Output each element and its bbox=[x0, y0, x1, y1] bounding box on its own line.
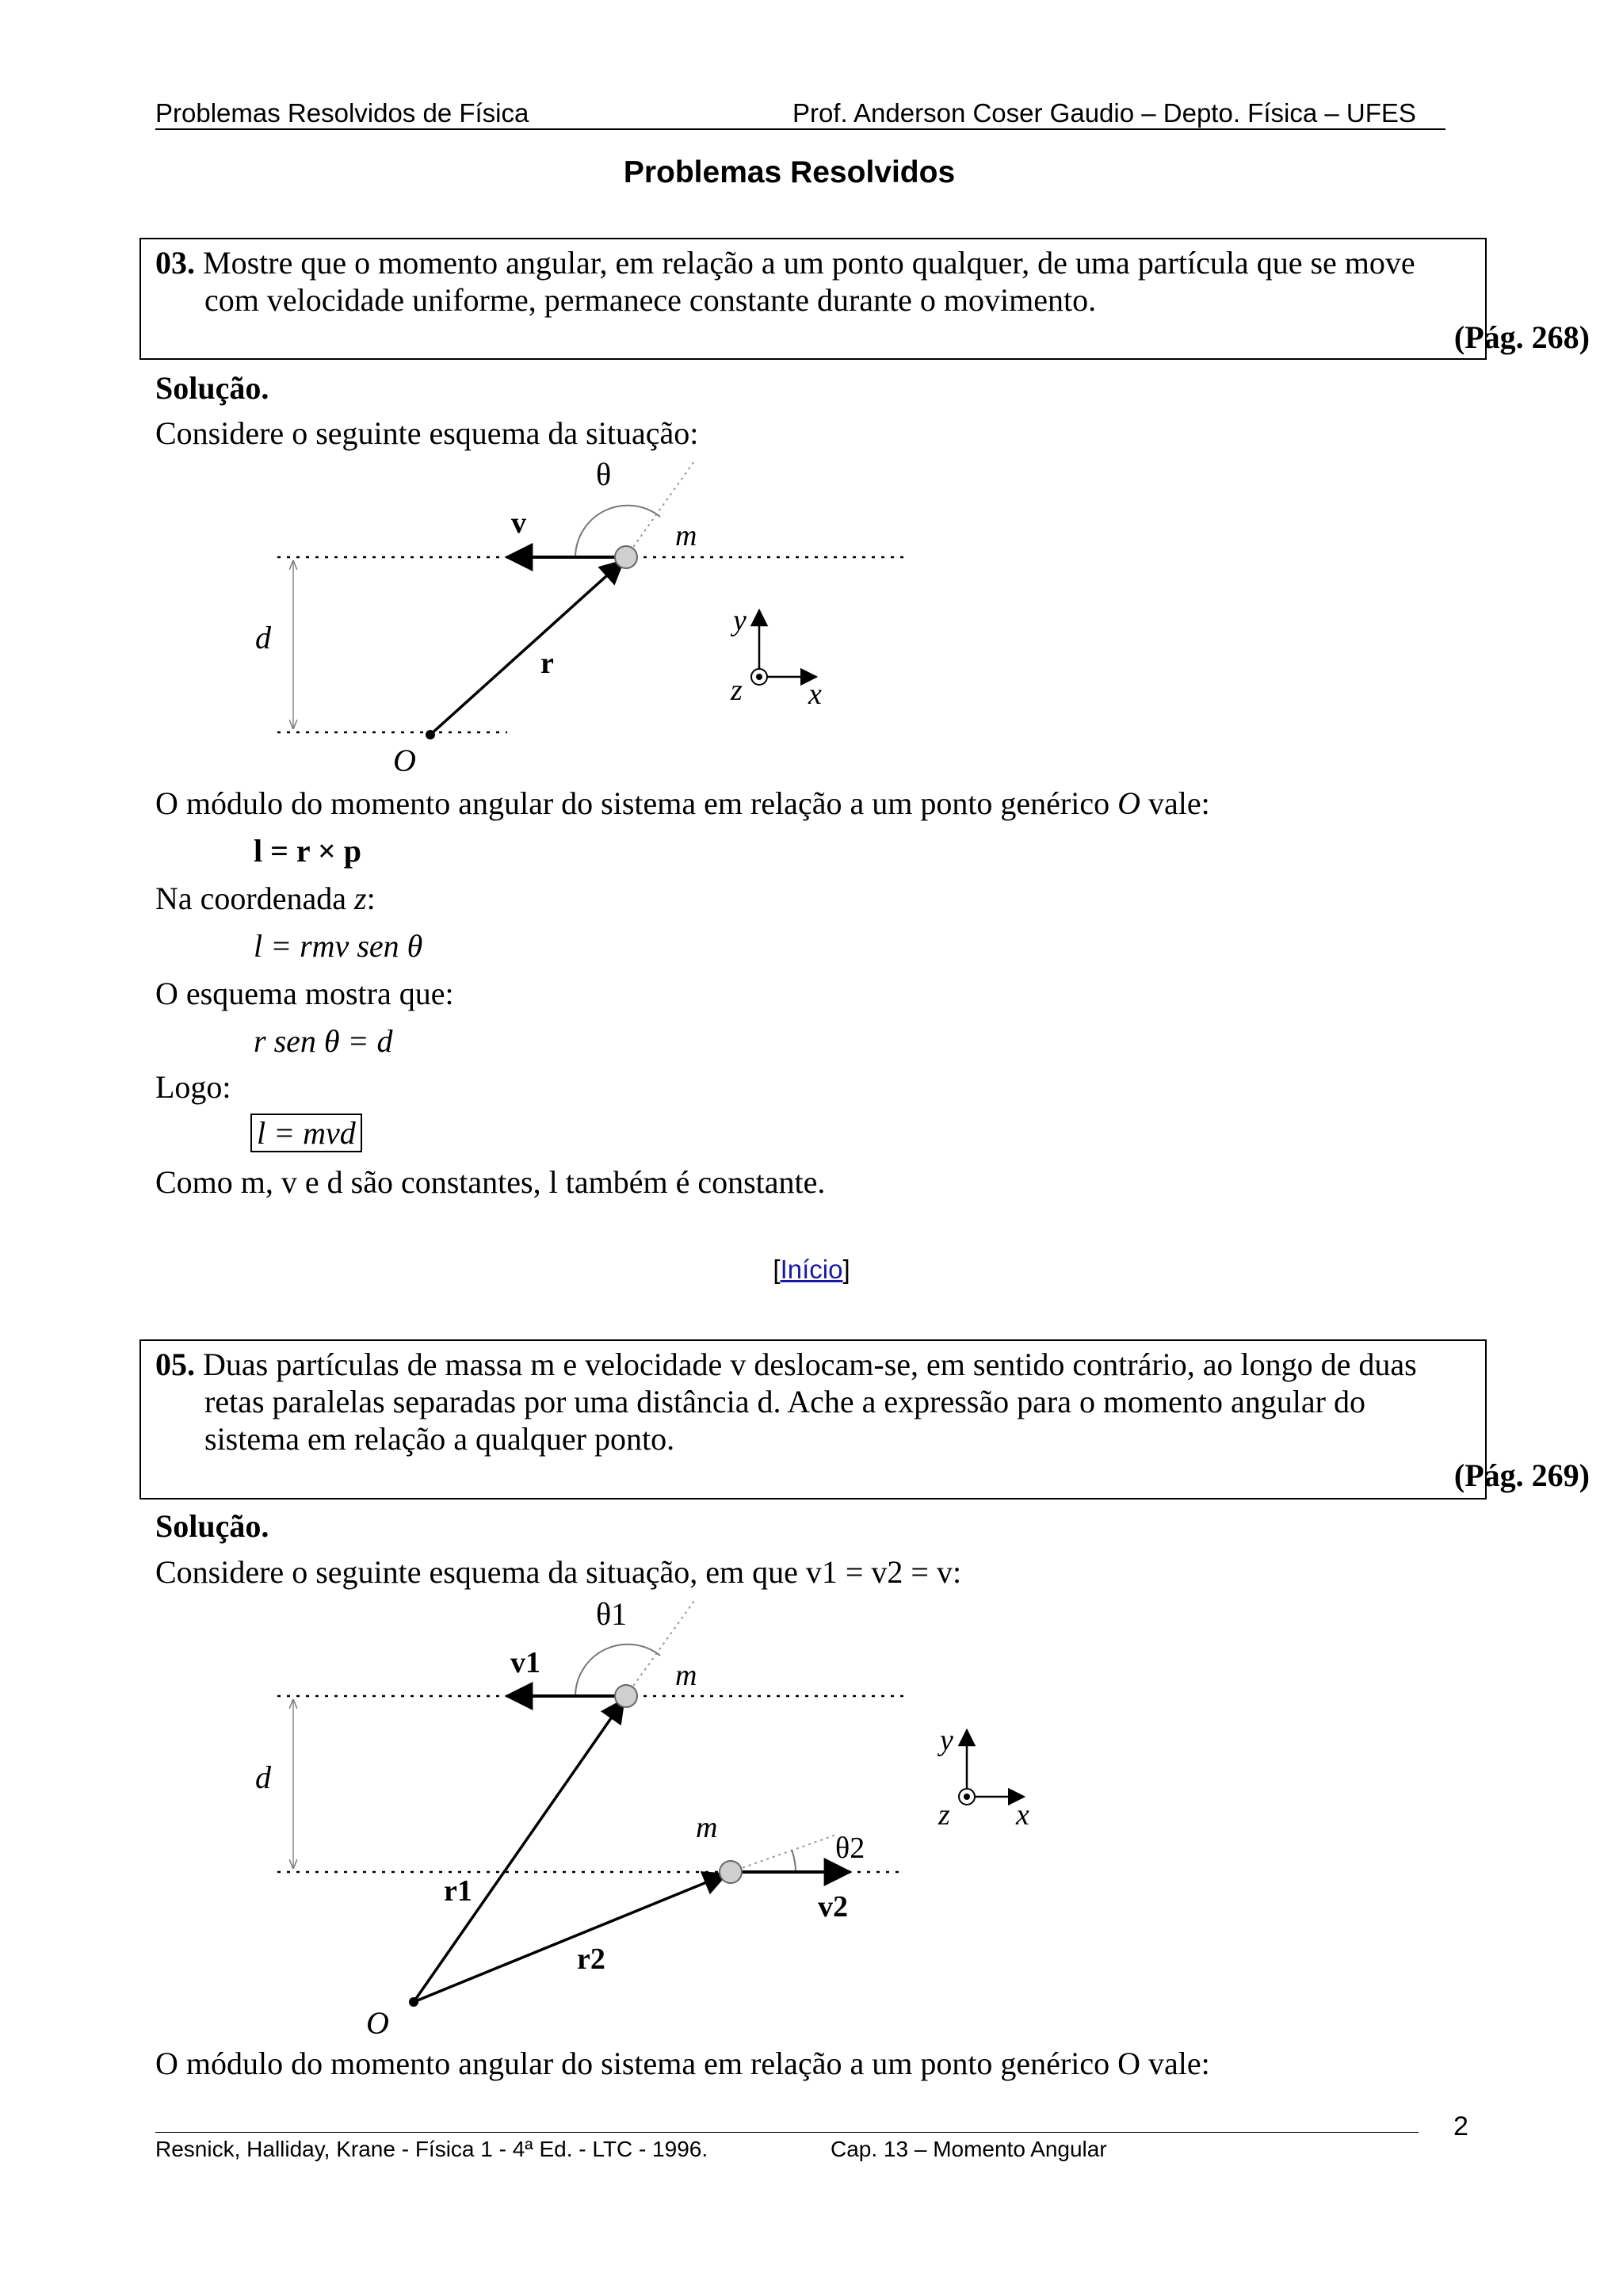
label-r1: r1 bbox=[444, 1874, 472, 1908]
label-v1: v1 bbox=[510, 1646, 540, 1679]
solution-text-4: Logo: bbox=[155, 1069, 231, 1105]
label-theta1: θ1 bbox=[596, 1596, 628, 1632]
page-number: 2 bbox=[1453, 2111, 1468, 2141]
header-right: Prof. Anderson Coser Gaudio – Depto. Física – UFES bbox=[792, 98, 1416, 128]
problem-05-page-ref: (Pág. 269) bbox=[1453, 1457, 1590, 1493]
equation-2: l = rmv sen θ bbox=[254, 928, 423, 964]
label-d: d bbox=[255, 620, 271, 655]
text2-a: Na coordenada bbox=[155, 881, 354, 916]
problem-05-line3: sistema em relação a qualquer ponto. bbox=[204, 1421, 675, 1457]
label-r2: r2 bbox=[577, 1943, 605, 1976]
footer-right: Cap. 13 – Momento Angular bbox=[831, 2137, 1107, 2161]
r2-extension-dotted bbox=[731, 1835, 836, 1872]
text1-a: O módulo do momento angular do sistema em relação a um ponto genérico bbox=[155, 785, 1118, 821]
label-r: r bbox=[540, 647, 554, 680]
label-O: O bbox=[393, 743, 416, 778]
label-v2: v2 bbox=[818, 1890, 848, 1924]
label-y-2: y bbox=[940, 1724, 953, 1757]
problem-05-number: 05. bbox=[155, 1347, 195, 1382]
footer-rule bbox=[155, 2132, 1419, 2133]
header-left: Problemas Resolvidos de Física bbox=[155, 98, 529, 128]
solution-label-2: Solução. bbox=[155, 1508, 269, 1544]
solution-text-5: O módulo do momento angular do sistema em relação a um ponto genérico O vale: bbox=[155, 2046, 1210, 2081]
link-open-bracket: [ bbox=[773, 1255, 781, 1284]
equation-1: l = r × p bbox=[254, 833, 361, 869]
label-v: v bbox=[511, 506, 526, 540]
problem-03-page-ref: (Pág. 268) bbox=[1453, 319, 1590, 355]
solution-text-3: O esquema mostra que: bbox=[155, 976, 454, 1011]
particle-1 bbox=[615, 1685, 637, 1707]
text1-O: O bbox=[1117, 785, 1141, 821]
axis-z-dot-2 bbox=[964, 1794, 970, 1800]
origin-point-2 bbox=[409, 1997, 418, 2007]
label-d-2: d bbox=[255, 1759, 271, 1795]
label-z: z bbox=[731, 674, 743, 707]
label-x-2: x bbox=[1016, 1798, 1029, 1832]
label-z-2: z bbox=[938, 1798, 950, 1832]
conclusion: Como m, v e d são constantes, l também é constante. bbox=[155, 1164, 826, 1200]
inicio-link[interactable]: Início bbox=[780, 1255, 843, 1284]
label-y: y bbox=[733, 604, 747, 637]
problem-03-line2: com velocidade uniforme, permanece constante durante o movimento. bbox=[204, 282, 1097, 318]
label-m2: m bbox=[696, 1811, 718, 1844]
label-theta2: θ2 bbox=[835, 1832, 865, 1865]
equation-3: r sen θ = d bbox=[254, 1023, 393, 1059]
problem-03-line1: Mostre que o momento angular, em relação a um ponto qualquer, de uma partícula que se move bbox=[203, 245, 1415, 281]
theta2-arc bbox=[792, 1850, 796, 1872]
intro-2: Considere o seguinte esquema da situação, em que v1 = v2 = v: bbox=[155, 1554, 962, 1590]
intro-1: Considere o seguinte esquema da situação: bbox=[155, 415, 699, 451]
label-m: m bbox=[675, 519, 697, 552]
problem-05-line2: retas paralelas separadas por uma distância d. Ache a expressão para o momento angular do bbox=[204, 1384, 1365, 1419]
label-m1: m bbox=[675, 1659, 697, 1692]
label-theta: θ bbox=[596, 457, 612, 492]
solution-label-1: Solução. bbox=[155, 370, 269, 406]
text1-b: vale: bbox=[1140, 785, 1210, 821]
equation-4: l = mvd bbox=[250, 1114, 362, 1152]
label-O-2: O bbox=[366, 2005, 389, 2041]
footer-left: Resnick, Halliday, Krane - Física 1 - 4ª Ed. - LTC - 1996. bbox=[155, 2137, 708, 2161]
link-close-bracket: ] bbox=[842, 1255, 850, 1284]
particle-2 bbox=[720, 1861, 742, 1883]
text2-b: : bbox=[366, 881, 376, 916]
text2-z: z bbox=[353, 881, 367, 916]
label-x: x bbox=[808, 678, 822, 711]
page-title: Problemas Resolvidos bbox=[623, 155, 956, 189]
problem-05-line1: Duas partículas de massa m e velocidade v deslocam-se, em sentido contrário, ao longo de duas bbox=[203, 1347, 1417, 1382]
problem-03-number: 03. bbox=[155, 245, 195, 281]
